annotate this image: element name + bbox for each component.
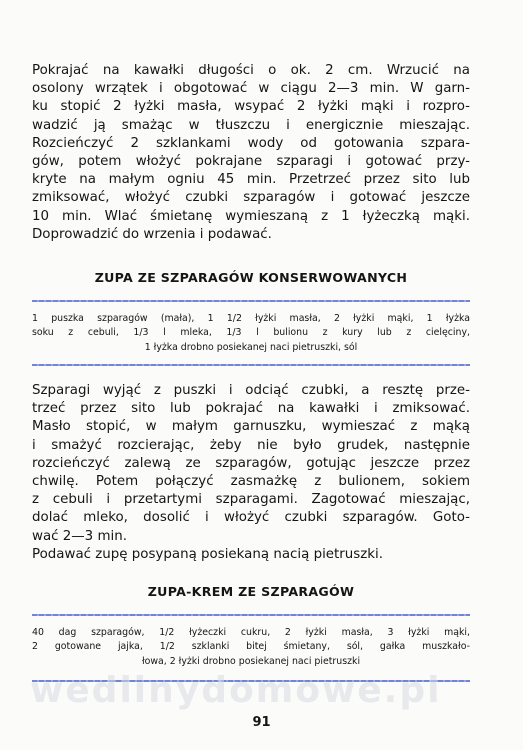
method-line: chwilę. Potem połączyć zasmażkę z bulionem, sokiem — [32, 474, 470, 490]
ingredient-line: 1 puszka szparagów (mała), 1 1/2 łyżki masła, 2 łyżki mąki, 1 łyżka — [32, 313, 470, 324]
intro-paragraph — [32, 62, 470, 244]
intro-line: Rozcieńczyć 2 szklankami wody od gotowania szpara- — [32, 135, 470, 151]
method-line: wać 2—3 min. — [32, 528, 127, 544]
intro-line: kryte na małym ogniu 45 min. Przetrzeć przez sito lub — [32, 172, 470, 188]
intro-line: gów, potem włożyć pokrajane szparagi i gotować przy- — [32, 154, 470, 170]
recipe2-title: ZUPA-KREM ZE SZPARAGÓW — [147, 584, 355, 599]
ingredient-line: 1 łyżka drobno posiekanej naci pietruszki, sól — [144, 341, 358, 353]
recipe1-title: ZUPA ZE SZPARAGÓW KONSERWOWANYCH — [94, 270, 408, 285]
method-line: Masło stopić, w małym garnuszku, wymieszać z mąką — [32, 419, 470, 435]
intro-line: osolony wrzątek i obgotować w ciągu 2—3 min. W garn- — [32, 81, 470, 97]
watermark-text: wedlinydomowe.pl — [30, 670, 442, 711]
intro-line: 10 min. Wlać śmietanę wymieszaną z 1 łyżeczką mąki. — [32, 208, 470, 224]
recipe2-ingredients — [32, 626, 470, 669]
intro-line: Doprowadzić do wrzenia i podawać. — [32, 226, 272, 242]
divider-rule — [32, 300, 470, 302]
ingredient-line: soku z cebuli, 1/3 l mleka, 1/3 l bulionu z kury lub z cielęciny, — [32, 327, 470, 339]
ingredient-line: łowa, 2 łyżki drobno posiekanej naci pietruszki — [141, 655, 361, 667]
divider-rule — [32, 680, 470, 682]
ingredient-line: 2 gotowane jajka, 1/2 szklanki bitej śmietany, sól, gałka muszkało- — [32, 641, 470, 653]
divider-rule — [32, 364, 470, 366]
intro-line: Pokrajać na kawałki długości o ok. 2 cm. Wrzucić na — [32, 63, 470, 78]
method-line: dolać mleko, dosolić i włożyć czubki szparagów. Goto- — [32, 510, 470, 526]
page-number: 91 — [252, 715, 271, 730]
divider-rule — [32, 614, 470, 616]
intro-line: wadzić ją smażąc w tłuszczu i energicznie mieszając. — [32, 117, 470, 133]
intro-line: ku stopić 2 łyżki masła, wsypać 2 łyżki mąki i rozpro- — [32, 99, 470, 115]
method-line: trzeć przez sito lub pokrajać na kawałki i zmiksować. — [32, 401, 470, 417]
recipe1-method — [32, 382, 470, 564]
intro-line: zmiksować, włożyć czubki szparagów i gotować jeszcze — [32, 190, 470, 206]
recipe1-ingredients — [32, 312, 470, 355]
method-line: rozcieńczyć zalewą ze szparagów, gotując jeszcze przez — [32, 455, 470, 471]
method-line: z cebuli i przetartymi szparagami. Zagotować mieszając, — [32, 492, 470, 508]
method-line: Szparagi wyjąć z puszki i odciąć czubki, a resztę prze- — [32, 383, 470, 398]
method-line: Podawać zupę posypaną posiekaną nacią pietruszki. — [32, 546, 384, 562]
method-line: i smażyć rozcierając, żeby nie było grudek, następnie — [32, 437, 470, 453]
ingredient-line: 40 dag szparagów, 1/2 łyżeczki cukru, 2 łyżki masła, 3 łyżki mąki, — [32, 627, 470, 638]
